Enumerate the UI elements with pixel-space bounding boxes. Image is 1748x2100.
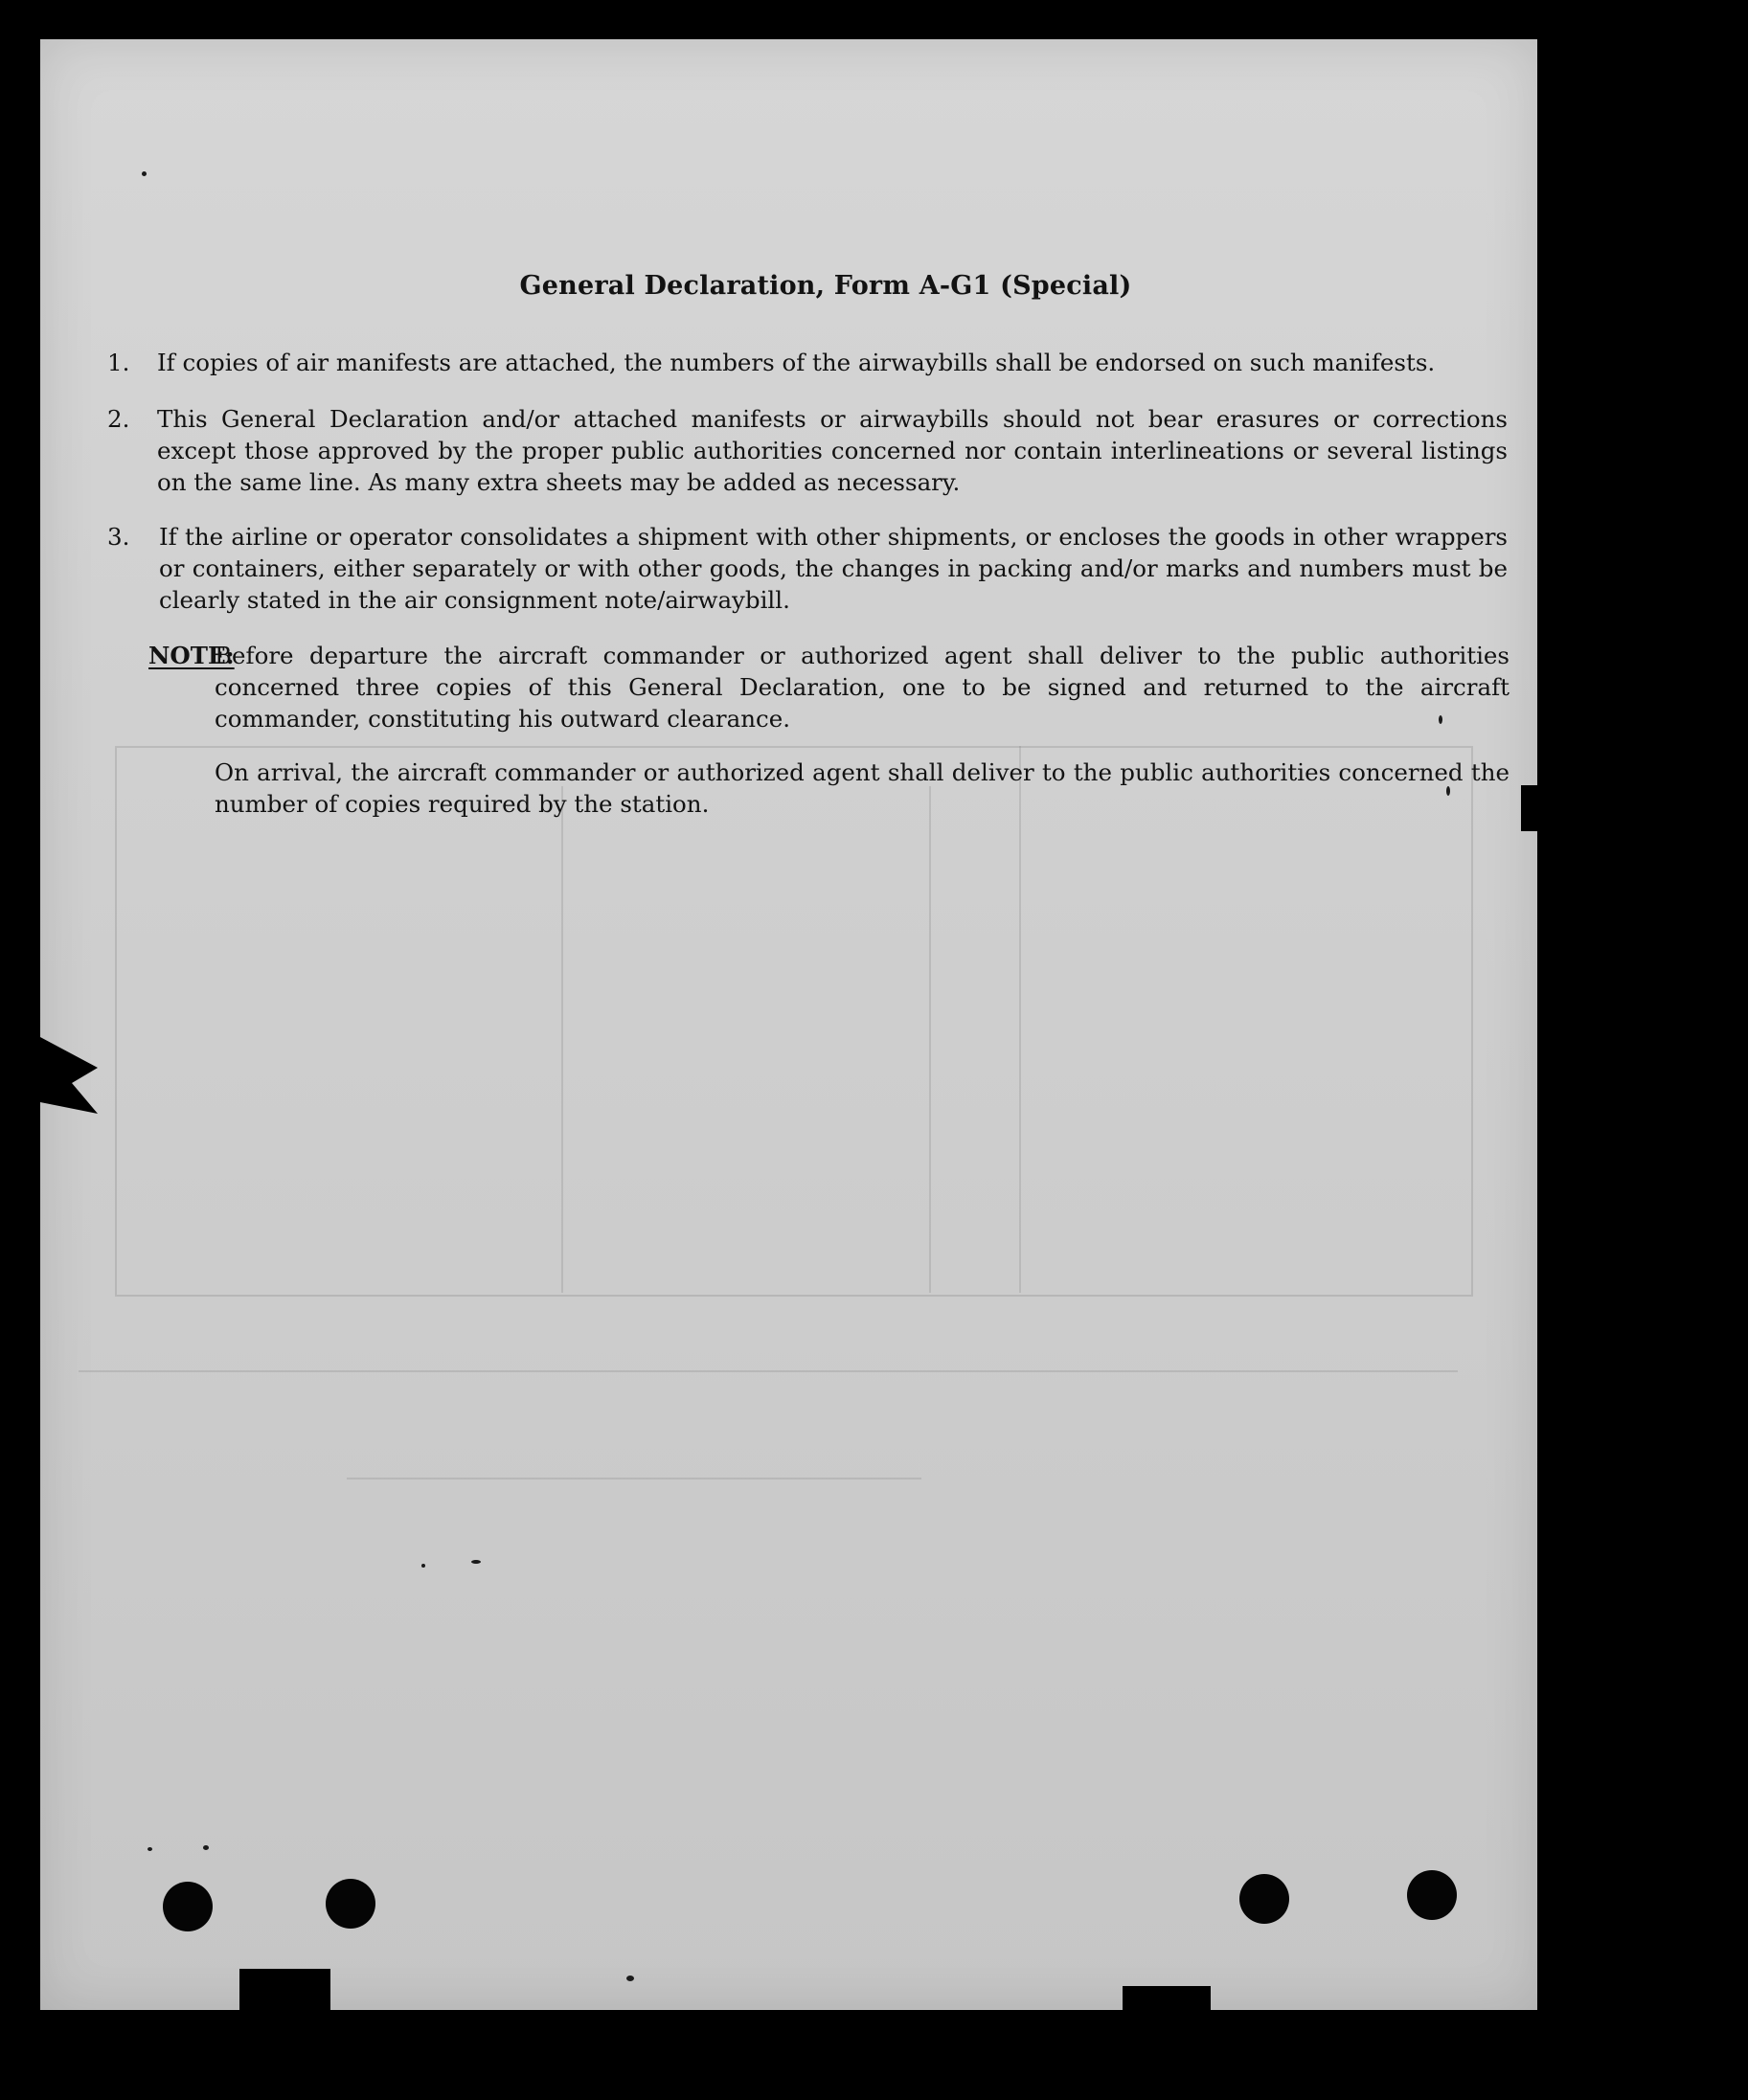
torn-edge-bottom (1123, 1986, 1211, 2011)
dust-speck (471, 1560, 481, 1564)
note-label: NOTE: (148, 642, 235, 669)
document-sheet (40, 39, 1537, 2010)
item-text-2: This General Declaration and/or attached manifests or airwaybills should not bear erasures or corrections except those approved by the proper public authorities concerned nor contain interlineations or several listings on the same line. As many extra sheets may be added as necessary. (157, 405, 1508, 496)
dust-speck (203, 1845, 209, 1850)
dust-speck (421, 1564, 425, 1568)
note-paragraph-2: On arrival, the aircraft commander or authorized agent shall deliver to the public authorities concerned the number of copies required by the station. (215, 758, 1510, 818)
dust-speck (1439, 715, 1442, 724)
note-paragraph-1: Before departure the aircraft commander or authorized agent shall deliver to the public authorities concerned three copies of this General Declaration, one to be signed and returned to the aircraft commander, constituting his outward clearance. (215, 642, 1510, 733)
bleed-through-table (115, 746, 1473, 1297)
item-number-3: 3. (107, 523, 130, 551)
dust-speck (626, 1976, 634, 1981)
item-number-2: 2. (107, 405, 130, 433)
bleed-through-rule (79, 1370, 1458, 1372)
item-text-3: If the airline or operator consolidates a shipment with other shipments, or encloses the goods in other wrappers or containers, either separately or with other goods, the changes in packing and/or marks and numbers must be clearly stated in the air consignment note/airwaybill. (159, 523, 1508, 614)
punch-hole (326, 1879, 375, 1929)
punch-hole (163, 1882, 213, 1931)
bleed-through-rule (347, 1478, 921, 1479)
punch-hole (1239, 1874, 1289, 1924)
bleed-through-divider (561, 786, 563, 1293)
item-number-1: 1. (107, 349, 130, 376)
punch-hole (1407, 1870, 1457, 1920)
document-title: General Declaration, Form A-G1 (Special) (519, 271, 1132, 301)
item-text-1: If copies of air manifests are attached, the numbers of the airwaybills shall be endorsed on such manifests. (157, 349, 1436, 376)
bleed-through-divider (1019, 746, 1021, 1293)
dust-speck (1446, 786, 1450, 796)
dust-speck (142, 171, 147, 176)
bleed-through-divider (929, 786, 931, 1293)
torn-edge-right (1521, 785, 1538, 831)
torn-edge-bottom (239, 1969, 330, 2011)
dust-speck (148, 1847, 152, 1851)
